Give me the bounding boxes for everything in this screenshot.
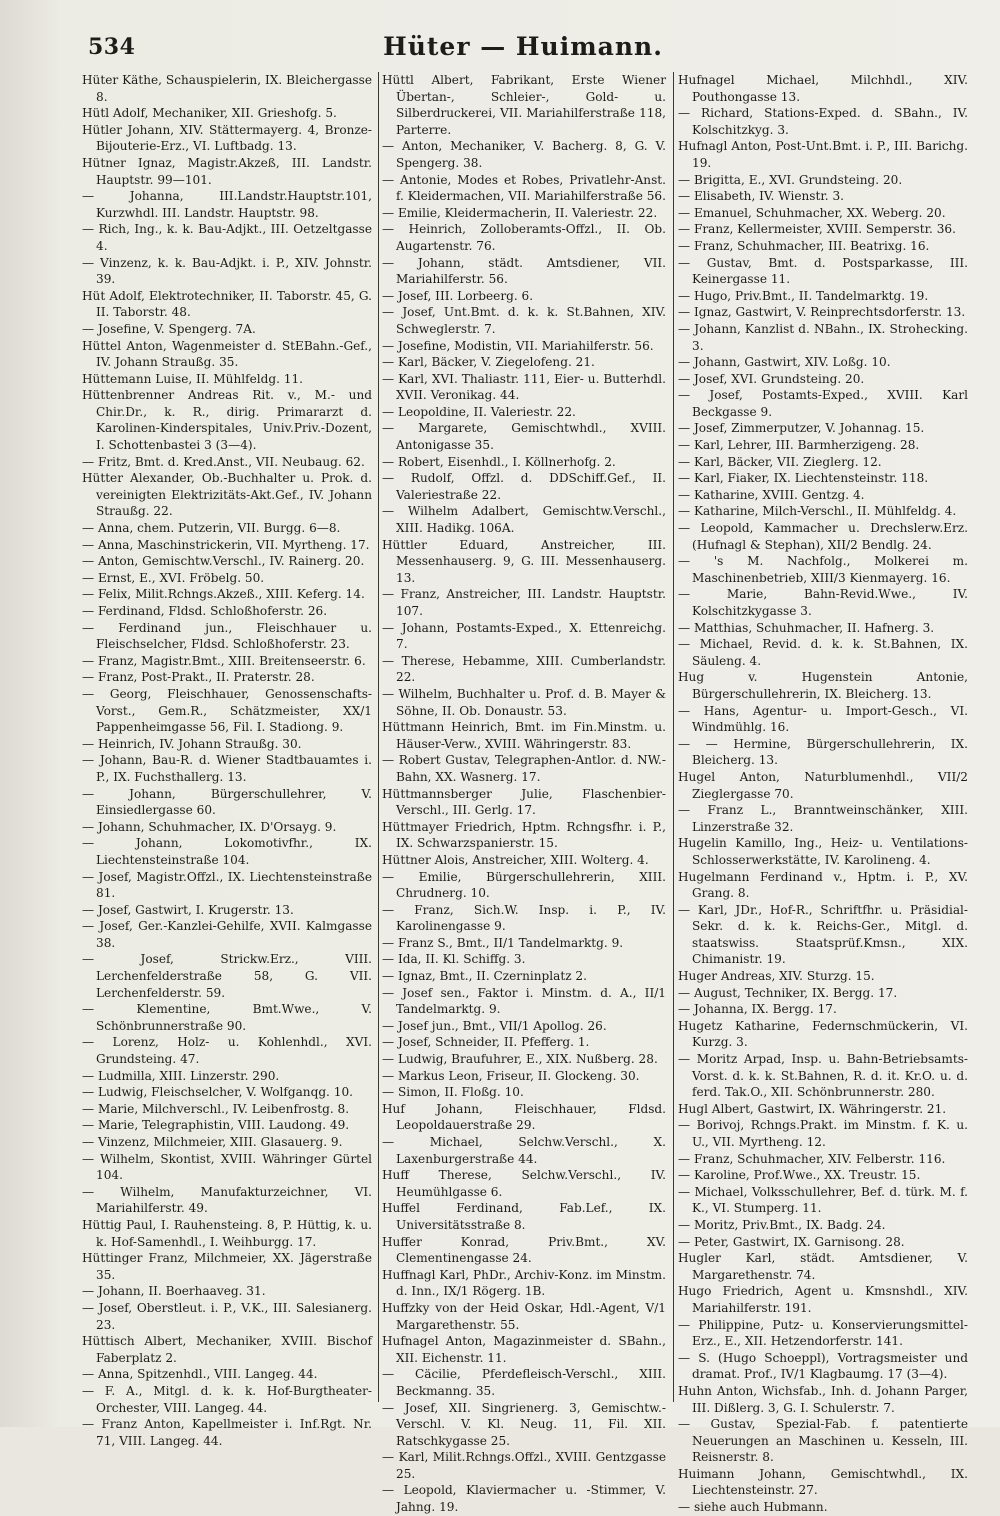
directory-entry: Hüttig Paul, I. Rauhensteing. 8, P. Hüttig, k. u. k. Hof-Samenhdl., I. Weihburgg. 17. [82,1217,372,1249]
directory-entry: Hütl Adolf, Mechaniker, XII. Grieshofg. 5. [82,106,337,121]
directory-entry: — Johann, Kanzlist d. NBahn., IX. Strohecking. 3. [678,321,968,353]
directory-entry: Hüttmann Heinrich, Bmt. im Fin.Minstm. u. Häuser-Verw., XVIII. Währingerstr. 83. [382,720,666,751]
directory-entry: — Karl, Bäcker, V. Ziegelofeng. 21. [382,355,595,370]
directory-entry: — Klementine, Bmt.Wwe., V. Schönbrunnerstraße 90. [82,1002,372,1033]
directory-entry: Hütter Alexander, Ob.-Buchhalter u. Prok. d. vereinigten Elektrizitäts-Akt.Gef., IV. Johann Straußg. 22. [82,471,372,519]
directory-entry: — Josef jun., Bmt., VII/1 Apollog. 26. [382,1018,607,1033]
directory-entry: Hüttler Eduard, Anstreicher, III. Messenhauserg. 9, G. III. Messenhauserg. 13. [382,537,666,585]
directory-entry: — Franz, Magistr.Bmt., XIII. Breitenseerstr. 6. [82,653,366,668]
page-number: 534 [88,34,136,60]
directory-entry: — Elisabeth, IV. Wienstr. 3. [678,189,845,204]
directory-entry: — — Hermine, Bürgerschullehrerin, IX. Bleicherg. 13. [678,736,968,768]
directory-entry: — Wilhelm, Manufakturzeichner, VI. Mariahilferstr. 49. [82,1184,372,1216]
directory-entry: Hugelin Kamillo, Ing., Heiz- u. Ventilations-Schlosserwerkstätte, IV. Karolineng. 4. [678,836,968,867]
directory-entry: — Ferdinand jun., Fleischhauer u. Fleischselcher, Fldsd. Schloßhoferstr. 23. [82,620,372,652]
directory-entry: — Emilie, Kleidermacherin, II. Valeriestr. 22. [382,205,658,220]
directory-entry: — Gustav, Bmt. d. Postsparkasse, III. Keinergasse 11. [678,255,968,287]
directory-entry: — Anton, Gemischtw.Verschl., IV. Rainerg. 20. [82,554,365,569]
directory-columns [82,72,968,1515]
directory-entry: — siehe auch Hubmann. [678,1500,828,1515]
directory-entry: — Josef, Zimmerputzer, V. Johannag. 15. [678,421,925,436]
directory-entry: — Josef, Postamts-Exped., XVIII. Karl Beckgasse 9. [678,388,968,419]
directory-entry: — Johanna, IX. Bergg. 17. [678,1002,837,1017]
directory-entry: — Brigitta, E., XVI. Grundsteing. 20. [678,172,903,187]
directory-entry: Hugl Albert, Gastwirt, IX. Währingerstr. 21. [678,1101,947,1116]
directory-entry: — Moritz, Priv.Bmt., IX. Badg. 24. [678,1217,886,1232]
directory-entry: — Ignaz, Gastwirt, V. Reinprechtsdorferstr. 13. [678,305,966,320]
directory-entry: — Leopold, Klaviermacher u. -Stimmer, V. Jahng. 19. [382,1483,666,1515]
directory-entry: — Johann, städt. Amtsdiener, VII. Mariahilferstr. 56. [382,255,666,287]
directory-entry: — Karl, JDr., Hof-R., Schriftfhr. u. Präsidial-Sekr. d. k. k. Reichs-Ger., Mitgl. d. staatswiss. Staatsprüf.Kmsn., XIX. Chimanistr. 19. [678,902,968,967]
directory-entry: — Heinrich, Zolloberamts-Offzl., II. Ob. Augartenstr. 76. [382,222,666,253]
column-3 [678,72,968,1515]
directory-entry: — Ferdinand, Fldsd. Schloßhoferstr. 26. [82,604,328,618]
directory-entry: — Anna, Maschinstrickerin, VII. Myrtheng. 17. [82,537,370,552]
directory-entry: — Peter, Gastwirt, IX. Garnisong. 28. [678,1234,905,1249]
directory-entry: — Michael, Volksschullehrer, Bef. d. türk. M. f. K., VI. Stumperg. 11. [678,1184,968,1216]
column-divider [673,72,674,1402]
directory-entry: — Josef, Ger.-Kanzlei-Gehilfe, XVII. Kalmgasse 38. [82,919,372,950]
directory-entry: — Karl, Lehrer, III. Barmherzigeng. 28. [678,438,920,453]
directory-entry: — Josefine, V. Spengerg. 7A. [82,321,256,336]
directory-entry: — Richard, Stations-Exped. d. SBahn., IV. Kolschitzkyg. 3. [678,106,968,137]
directory-entry: — Josef, XVI. Grundsteing. 20. [678,371,865,386]
directory-entry: Hugler Karl, städt. Amtsdiener, V. Margarethenstr. 74. [678,1251,968,1282]
directory-entry: — Lorenz, Holz- u. Kohlenhdl., XVI. Grundsteing. 47. [82,1035,372,1067]
directory-entry: Hüttmayer Friedrich, Hptm. Rchngsfhr. i. P., IX. Schwarzspanierstr. 15. [382,819,666,851]
directory-entry: Huimann Johann, Gemischtwhdl., IX. Liechtensteinstr. 27. [678,1466,968,1498]
directory-entry: — Marie, Telegraphistin, VIII. Laudong. 49. [82,1118,350,1133]
directory-entry: — Johanna, III.Landstr.Hauptstr.101, Kurzwhdl. III. Landstr. Hauptstr. 98. [82,189,372,220]
directory-entry: — Franz, Post-Prakt., II. Praterstr. 28. [82,670,315,685]
directory-entry: Hütner Ignaz, Magistr.Akzeß, III. Landstr. Hauptstr. 99—101. [82,155,372,187]
directory-entry: — Ida, II. Kl. Schiffg. 3. [382,952,526,967]
directory-entry: Hütler Johann, XIV. Stättermayerg. 4, Bronze-Bijouterie-Erz., VI. Luftbadg. 13. [82,122,372,154]
directory-entry: — Franz L., Branntweinschänker, XIII. Linzerstraße 32. [678,803,968,834]
directory-entry: — Antonie, Modes et Robes, Privatlehr-Anst. f. Kleidermachen, VII. Mariahilferstraße 56. [382,172,666,204]
directory-entry: — Ludwig, Braufuhrer, E., XIX. Nußberg. 28. [382,1052,658,1067]
directory-entry: — Philippine, Putz- u. Konservierungsmittel-Erz., E., XII. Hetzendorferstr. 141. [678,1317,968,1349]
directory-entry: — Emanuel, Schuhmacher, XX. Weberg. 20. [678,205,946,220]
directory-entry: — Vinzenz, k. k. Bau-Adjkt. i. P., XIV. Johnstr. 39. [82,255,372,287]
directory-entry: — Cäcilie, Pferdefleisch-Verschl., XIII. Beckmanng. 35. [382,1367,666,1398]
directory-entry: — Franz, Sich.W. Insp. i. P., IV. Karolinengasse 9. [382,902,666,934]
directory-entry: — Hugo, Priv.Bmt., II. Tandelmarktg. 19. [678,288,929,303]
directory-entry: Hüttl Albert, Fabrikant, Erste Wiener Übertan-, Schleier-, Gold- u. Silberdruckerei, VII. Mariahilferstraße 118, Parterre. [382,73,666,137]
column-divider [378,72,379,1402]
directory-entry: — Franz, Schuhmacher, XIV. Felberstr. 116. [678,1151,946,1166]
directory-entry: Hüttel Anton, Wagenmeister d. StEBahn.-Gef., IV. Johann Straußg. 35. [82,338,372,370]
directory-entry: Hüttemann Luise, II. Mühlfeldg. 11. [82,371,304,386]
directory-entry: — Michael, Selchw.Verschl., X. Laxenburgerstraße 44. [382,1135,666,1166]
directory-entry: Hugelmann Ferdinand v., Hptm. i. P., XV. Grang. 8. [678,869,968,901]
directory-entry: — Johann, Bau-R. d. Wiener Stadtbauamtes i. P., IX. Fuchsthallerg. 13. [82,753,372,784]
directory-entry: — Marie, Bahn-Revid.Wwe., IV. Kolschitzkygasse 3. [678,587,968,618]
directory-entry: — Franz Anton, Kapellmeister i. Inf.Rgt. Nr. 71, VIII. Langeg. 44. [82,1417,372,1448]
directory-entry: — Leopold, Kammacher u. Drechslerw.Erz. (Hufnagl & Stephan), XII/2 Bendlg. 24. [678,521,968,552]
directory-entry: Hugetz Katharine, Federnschmückerin, VI. Kurzg. 3. [678,1018,968,1050]
directory-entry: — Michael, Revid. d. k. k. St.Bahnen, IX. Säuleng. 4. [678,637,968,668]
directory-entry: Hüttner Alois, Anstreicher, XIII. Wolterg. 4. [382,852,649,867]
directory-entry: — Robert Gustav, Telegraphen-Antlor. d. NW.-Bahn, XX. Wasnerg. 17. [382,753,666,784]
directory-entry: Huff Therese, Selchw.Verschl., IV. Heumühlgasse 6. [382,1168,666,1199]
directory-entry: — Gustav, Spezial-Fab. f. patentierte Neuerungen an Maschinen u. Kesseln, III. Reisnerstr. 8. [678,1417,968,1465]
directory-entry: — Hans, Agentur- u. Import-Gesch., VI. Windmühlg. 16. [678,703,968,735]
directory-entry: Huhn Anton, Wichsfab., Inh. d. Johann Parger, III. Dißlerg. 3, G. I. Schulerstr. 7. [678,1383,968,1415]
directory-entry: — Karl, Bäcker, VII. Zieglerg. 12. [678,454,882,469]
directory-entry: — Josef, Unt.Bmt. d. k. k. St.Bahnen, XIV. Schweglerstr. 7. [382,305,666,336]
directory-entry: — Josef, XII. Singrienerg. 3, Gemischtw.-Verschl. V. Kl. Neug. 11, Fil. XII. Ratschkygasse 25. [382,1400,666,1448]
directory-entry: Hüter Käthe, Schauspielerin, IX. Bleichergasse 8. [82,73,372,104]
directory-entry: — Johann, Schuhmacher, IX. D'Orsayg. 9. [82,819,337,834]
directory-entry: — Johann, Lokomotivfhr., IX. Liechtensteinstraße 104. [82,836,372,867]
directory-entry: Hüttmannsberger Julie, Flaschenbier-Verschl., III. Gerlg. 17. [382,786,666,818]
directory-entry: — Anton, Mechaniker, V. Bacherg. 8, G. V. Spengerg. 38. [382,139,666,170]
directory-entry: Hugel Anton, Naturblumenhdl., VII/2 Zieglergasse 70. [678,769,968,801]
directory-entry: — Karl, XVI. Thaliastr. 111, Eier- u. Butterhdl. XVII. Veronikag. 44. [382,371,666,403]
directory-entry: Huffzky von der Heid Oskar, Hdl.-Agent, V/1 Margarethenstr. 55. [382,1300,666,1332]
directory-entry: — Franz, Schuhmacher, III. Beatrixg. 16. [678,238,930,253]
directory-entry: — Anna, chem. Putzerin, VII. Burgg. 6—8. [82,521,341,536]
directory-entry: — Rich, Ing., k. k. Bau-Adjkt., III. Oetzeltgasse 4. [82,222,372,253]
directory-entry: Hüttisch Albert, Mechaniker, XVIII. Bischof Faberplatz 2. [82,1334,372,1365]
column-1 [82,72,372,1448]
directory-entry: — Moritz Arpad, Insp. u. Bahn-Betriebsamts-Vorst. d. k. k. St.Bahnen, R. d. it. Kr.O. u. d. ferd. Tak.O., XII. Schönbrunnerstr. 280. [678,1052,968,1100]
page-header [82,28,964,72]
directory-entry: — Karl, Fiaker, IX. Liechtensteinstr. 118. [678,471,929,486]
directory-entry: — Johann, Gastwirt, XIV. Loßg. 10. [678,355,891,370]
directory-entry: — Josef, Oberstleut. i. P., V.K., III. Salesianerg. 23. [82,1300,372,1332]
directory-entry: — Anna, Spitzenhdl., VIII. Langeg. 44. [82,1367,318,1382]
directory-entry: Huger Andreas, XIV. Sturzg. 15. [678,969,875,984]
column-2 [382,72,666,1515]
directory-entry: Huffel Ferdinand, Fab.Lef., IX. Universitätsstraße 8. [382,1201,666,1232]
directory-entry: — Borivoj, Rchngs.Prakt. im Minstm. f. K. u. U., VII. Myrtheng. 12. [678,1118,968,1149]
directory-entry: — Emilie, Bürgerschullehrerin, XIII. Chrudnerg. 10. [382,869,666,901]
directory-entry: — Katharine, XVIII. Gentzg. 4. [678,487,865,502]
directory-entry: Hugo Friedrich, Agent u. Kmsnshdl., XIV. Mariahilferstr. 191. [678,1284,968,1315]
directory-entry: — Josef, Magistr.Offzl., IX. Liechtensteinstraße 81. [82,869,372,901]
directory-entry: — Johann, Postamts-Exped., X. Ettenreichg. 7. [382,620,666,652]
directory-entry: — Rudolf, Offzl. d. DDSchiff.Gef., II. Valeriestraße 22. [382,471,666,502]
directory-entry: — Johann, Bürgerschullehrer, V. Einsiedlergasse 60. [82,786,372,818]
directory-entry: — Wilhelm, Skontist, XVIII. Währinger Gürtel 104. [82,1151,372,1183]
directory-entry: Huf Johann, Fleischhauer, Fldsd. Leopoldauerstraße 29. [382,1101,666,1133]
directory-entry: — August, Techniker, IX. Bergg. 17. [678,985,898,1000]
directory-entry: Hufnagel Michael, Milchhdl., XIV. Pouthongasse 13. [678,73,968,104]
directory-entry: Hug v. Hugenstein Antonie, Bürgerschullehrerin, IX. Bleicherg. 13. [678,670,968,701]
directory-entry: — F. A., Mitgl. d. k. k. Hof-Burgtheater-Orchester, VIII. Langeg. 44. [82,1383,372,1415]
directory-entry: — Franz S., Bmt., II/1 Tandelmarktg. 9. [382,935,624,950]
running-head: Hüter — Huimann. [383,32,663,61]
directory-entry: — Markus Leon, Friseur, II. Glockeng. 30. [382,1068,640,1083]
directory-entry: — 's M. Nachfolg., Molkerei m. Maschinenbetrieb, XIII/3 Kienmayerg. 16. [678,554,968,585]
directory-entry: — Josef sen., Faktor i. Minstm. d. A., II/1 Tandelmarktg. 9. [382,985,666,1017]
directory-entry: Huffnagl Karl, PhDr., Archiv-Konz. im Minstm. d. Inn., IX/1 Rögerg. 1B. [382,1267,666,1299]
directory-entry: — Josef, III. Lorbeerg. 6. [382,288,534,303]
directory-entry: — Heinrich, IV. Johann Straußg. 30. [82,736,302,751]
directory-entry: Hufnagel Anton, Magazinmeister d. SBahn., XII. Eichenstr. 11. [382,1334,666,1365]
directory-entry: Hüttinger Franz, Milchmeier, XX. Jägerstraße 35. [82,1251,372,1282]
directory-entry: — Fritz, Bmt. d. Kred.Anst., VII. Neubaug. 62. [82,454,365,469]
directory-entry: — Ernst, E., XVI. Fröbelg. 50. [82,570,265,585]
directory-entry: Hufnagl Anton, Post-Unt.Bmt. i. P., III. Barichg. 19. [678,139,968,170]
directory-entry: — Josef, Gastwirt, I. Krugerstr. 13. [82,902,294,917]
directory-entry: — Georg, Fleischhauer, Genossenschafts-Vorst., Gem.R., Schätzmeister, XX/1 Pappenheimgasse 56, Fil. I. Stadiong. 9. [82,686,372,735]
directory-entry: — Ludwig, Fleischselcher, V. Wolfganqg. 10. [82,1085,353,1100]
directory-entry: — Ludmilla, XIII. Linzerstr. 290. [82,1068,280,1083]
directory-entry: — Felix, Milit.Rchngs.Akzeß., XIII. Keferg. 14. [82,587,365,602]
directory-entry: — Franz, Kellermeister, XVIII. Semperstr. 36. [678,222,956,237]
directory-entry: — Wilhelm Adalbert, Gemischtw.Verschl., XIII. Hadikg. 106A. [382,504,666,536]
directory-entry: — Josef, Schneider, II. Pfefferg. 1. [382,1035,590,1050]
directory-entry: — Katharine, Milch-Verschl., II. Mühlfeldg. 4. [678,504,957,519]
directory-entry: — Wilhelm, Buchhalter u. Prof. d. B. Mayer & Söhne, II. Ob. Donaustr. 53. [382,686,666,718]
directory-entry: — Robert, Eisenhdl., I. Köllnerhofg. 2. [382,454,616,469]
directory-entry: — Josef, Strickw.Erz., VIII. Lerchenfelderstraße 58, G. VII. Lerchenfelderstr. 59. [82,952,372,1000]
directory-entry: Hüttenbrenner Andreas Rit. v., M.- und Chir.Dr., k. R., dirig. Primararzt d. Karolinen-Kinderspitales, Univ.Priv.-Dozent, I. Schottenbastei 3 (3—4). [82,388,372,453]
directory-entry: — Margarete, Gemischtwhdl., XVIII. Antonigasse 35. [382,421,666,453]
directory-entry: — Leopoldine, II. Valeriestr. 22. [382,404,576,419]
directory-entry: — Josefine, Modistin, VII. Mariahilferstr. 56. [382,338,654,353]
directory-entry: — Marie, Milchverschl., IV. Leibenfrostg. 8. [82,1101,350,1116]
directory-entry: — Karl, Milit.Rchngs.Offzl., XVIII. Gentzgasse 25. [382,1450,666,1481]
directory-entry: — Johann, II. Boerhaaveg. 31. [82,1284,266,1299]
directory-entry: — Karoline, Prof.Wwe., XX. Treustr. 15. [678,1168,921,1183]
directory-entry: Huffer Konrad, Priv.Bmt., XV. Clementinengasse 24. [382,1234,666,1266]
directory-entry: — Franz, Anstreicher, III. Landstr. Hauptstr. 107. [382,587,666,618]
directory-entry: — Matthias, Schuhmacher, II. Hafnerg. 3. [678,620,935,635]
directory-entry: — Therese, Hebamme, XIII. Cumberlandstr. 22. [382,653,666,685]
directory-entry: — Vinzenz, Milchmeier, XIII. Glasauerg. 9. [82,1135,343,1149]
directory-entry: Hüt Adolf, Elektrotechniker, II. Taborstr. 45, G. II. Taborstr. 48. [82,288,372,320]
directory-entry: — Ignaz, Bmt., II. Czerninplatz 2. [382,969,587,984]
directory-entry: — Simon, II. Floßg. 10. [382,1085,524,1100]
directory-entry: — S. (Hugo Schoeppl), Vortragsmeister und dramat. Prof., IV/1 Klagbaumg. 17 (3—4). [678,1350,968,1382]
